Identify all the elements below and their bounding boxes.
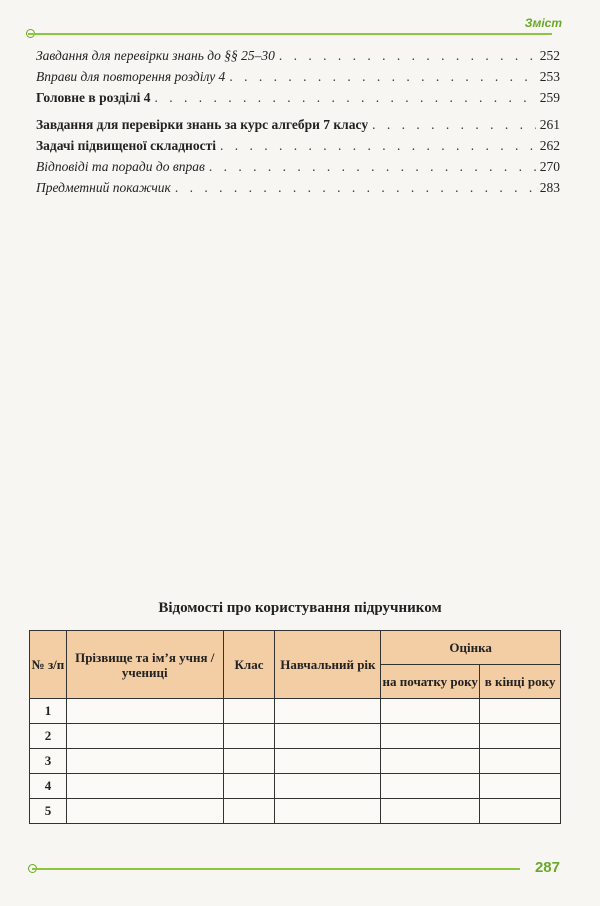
empty-cell: [223, 799, 275, 824]
toc-entry-page: 253: [539, 69, 560, 84]
row-number: 4: [30, 774, 67, 799]
header-grade-start: на початку року: [381, 665, 480, 699]
empty-cell: [381, 724, 480, 749]
empty-cell: [66, 724, 223, 749]
toc-entry-title: Вправи для повторення розділу 4: [36, 69, 226, 84]
toc-entry-title: Задачі підвищеної складності: [36, 138, 216, 153]
toc-leader-dots: [372, 114, 536, 135]
empty-cell: [66, 699, 223, 724]
toc-entry: [36, 66, 560, 87]
toc-leader-dots: [155, 87, 536, 108]
header-name: Прізвище та ім’я учня / учениці: [66, 631, 223, 699]
empty-cell: [66, 749, 223, 774]
toc-entry: [36, 156, 560, 177]
toc-leader-dots: [209, 156, 536, 177]
toc-entry: [36, 177, 560, 198]
toc-leader-dots: [220, 135, 536, 156]
empty-cell: [480, 774, 561, 799]
row-number: 2: [30, 724, 67, 749]
empty-cell: [480, 699, 561, 724]
footer-rule: [32, 868, 520, 870]
header-rule: [28, 33, 552, 35]
header-number: № з/п: [30, 631, 67, 699]
usage-table: [29, 630, 561, 824]
table-row: [30, 774, 561, 799]
empty-cell: [480, 799, 561, 824]
table-row: [30, 799, 561, 824]
empty-cell: [381, 749, 480, 774]
section-label: Зміст: [524, 16, 562, 30]
toc-entry: [36, 87, 560, 108]
empty-cell: [223, 749, 275, 774]
empty-cell: [275, 724, 381, 749]
empty-cell: [66, 799, 223, 824]
empty-cell: [480, 724, 561, 749]
empty-cell: [223, 774, 275, 799]
toc-entry-title: Завдання для перевірки знань за курс алгебри 7 класу: [36, 117, 369, 132]
empty-cell: [275, 799, 381, 824]
header-grade-end: в кінці року: [480, 665, 561, 699]
toc-entry-page: 259: [539, 90, 560, 105]
toc-entry: [36, 114, 560, 135]
toc-entry-title: Завдання для перевірки знань до §§ 25–30: [36, 48, 275, 63]
toc-entry-title: Головне в розділі 4: [36, 90, 151, 105]
toc-leader-dots: [175, 177, 536, 198]
usage-table-title: Відомості про користування підручником: [158, 600, 442, 616]
toc-entry-title: Відповіді та поради до вправ: [36, 159, 205, 174]
toc-leader-dots: [279, 45, 536, 66]
table-row: [30, 699, 561, 724]
table-row: [30, 749, 561, 774]
toc-entry-page: 283: [539, 180, 560, 195]
empty-cell: [223, 724, 275, 749]
row-number: 5: [30, 799, 67, 824]
table-of-contents: [36, 45, 560, 198]
row-number: 1: [30, 699, 67, 724]
empty-cell: [275, 749, 381, 774]
header-grade: Оцінка: [381, 631, 561, 665]
empty-cell: [223, 699, 275, 724]
toc-entry-page: 252: [539, 48, 560, 63]
toc-entry: [36, 135, 560, 156]
row-number: 3: [30, 749, 67, 774]
empty-cell: [480, 749, 561, 774]
page-number: 287: [534, 859, 560, 876]
empty-cell: [275, 774, 381, 799]
empty-cell: [381, 774, 480, 799]
empty-cell: [381, 699, 480, 724]
empty-cell: [381, 799, 480, 824]
toc-leader-dots: [229, 66, 535, 87]
toc-entry-page: 262: [539, 138, 560, 153]
toc-entry-page: 261: [539, 117, 560, 132]
toc-entry-page: 270: [539, 159, 560, 174]
table-row: [30, 724, 561, 749]
header-school-year: Навчальний рік: [275, 631, 381, 699]
toc-entry: [36, 45, 560, 66]
empty-cell: [275, 699, 381, 724]
header-class: Клас: [223, 631, 275, 699]
empty-cell: [66, 774, 223, 799]
toc-entry-title: Предметний покажчик: [36, 180, 171, 195]
